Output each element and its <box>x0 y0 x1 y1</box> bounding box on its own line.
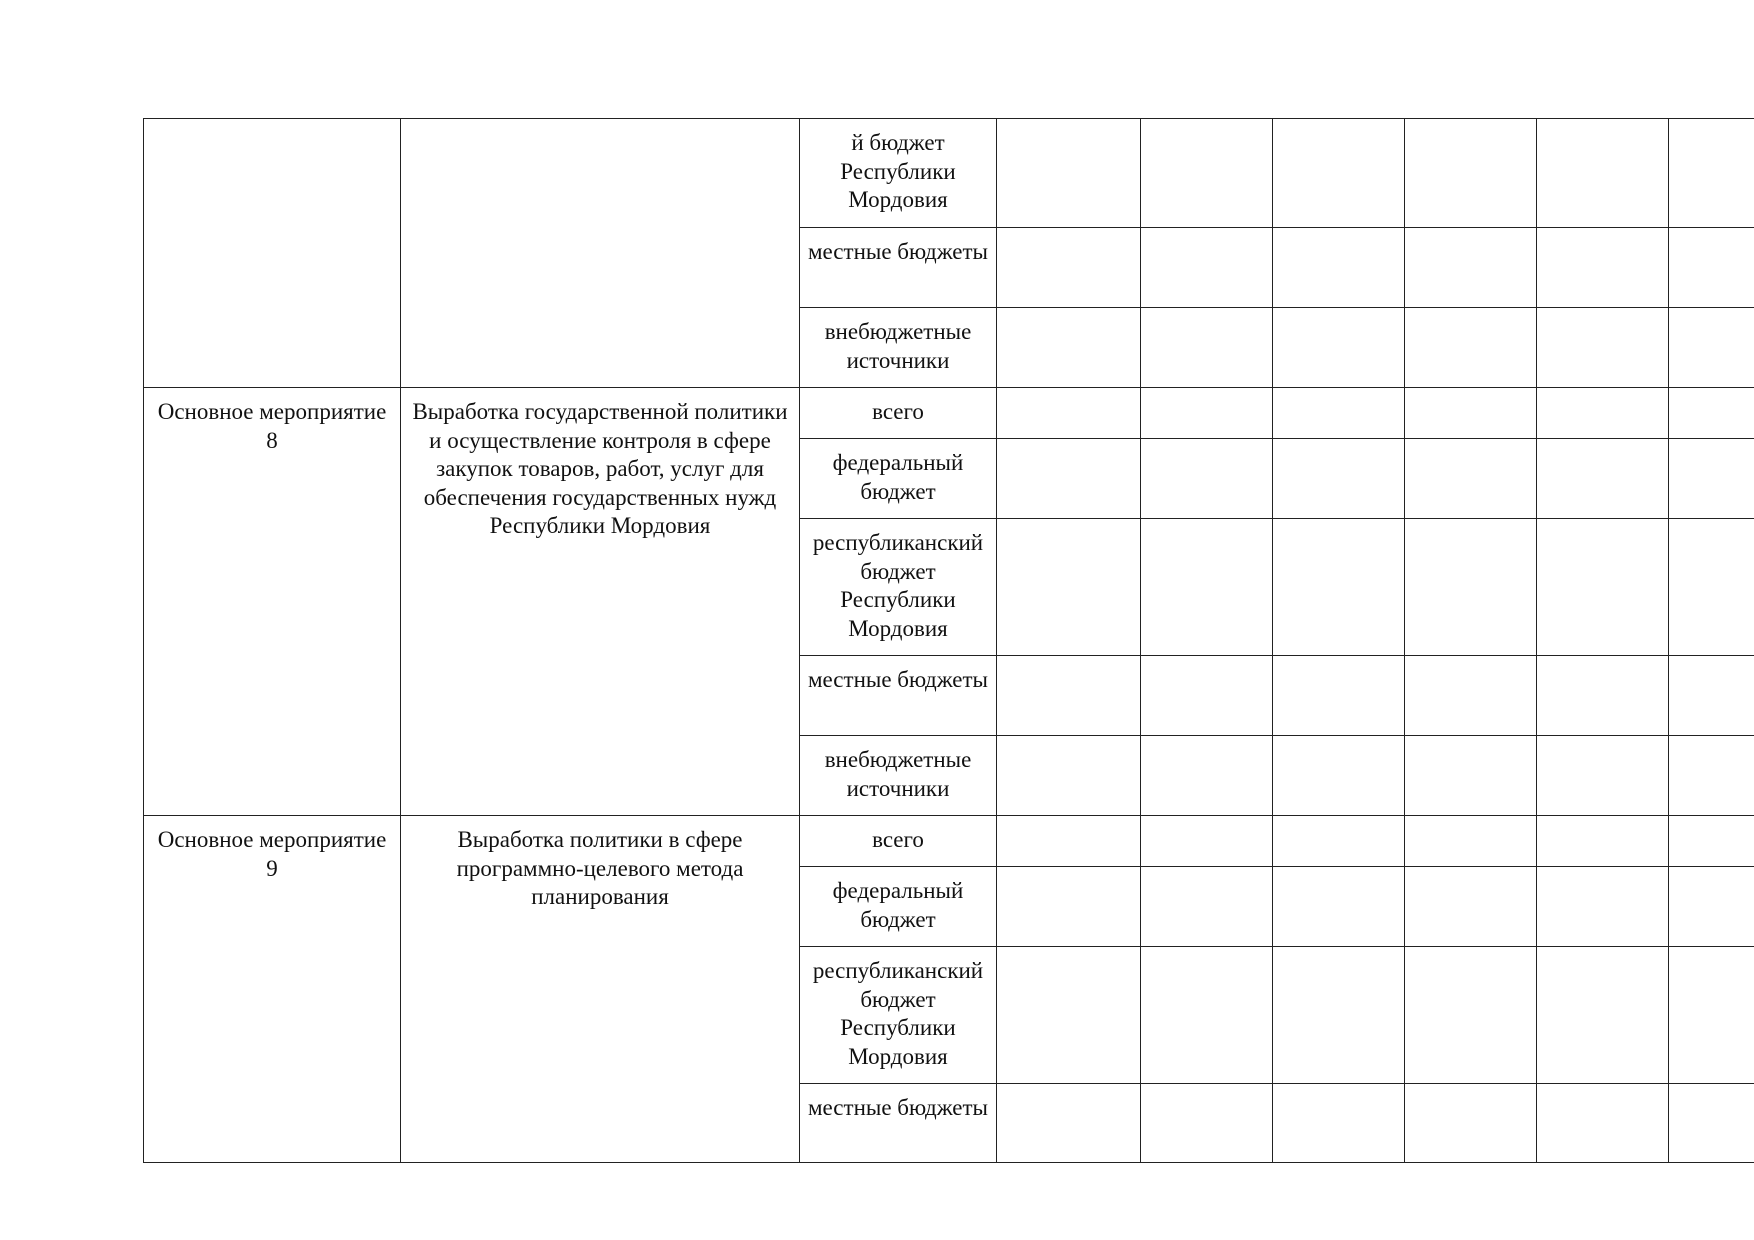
status-cell-empty <box>144 119 401 388</box>
value-cell <box>1537 656 1669 736</box>
source-label: республиканский бюджет Республики Мордовия <box>812 530 984 641</box>
value-cell <box>997 947 1141 1084</box>
value-cell <box>1669 947 1754 1084</box>
value-cell <box>1405 816 1537 867</box>
value-cell <box>1141 867 1273 947</box>
source-cell <box>800 736 997 816</box>
source-cell <box>800 388 997 439</box>
source-cell <box>800 439 997 519</box>
name-cell-empty <box>401 119 800 388</box>
source-cell <box>800 519 997 656</box>
value-cell <box>1669 816 1754 867</box>
value-cell <box>1273 228 1405 308</box>
value-cell <box>1537 736 1669 816</box>
value-cell <box>1537 867 1669 947</box>
value-cell <box>1537 947 1669 1084</box>
value-cell <box>1141 1084 1273 1163</box>
value-cell <box>1537 519 1669 656</box>
activity-name: Выработка политики в сфере программно-целевого метода планирования <box>456 827 744 909</box>
value-cell <box>1273 947 1405 1084</box>
source-cell <box>800 656 997 736</box>
value-cell <box>1669 228 1754 308</box>
value-cell <box>1669 519 1754 656</box>
value-cell <box>997 1084 1141 1163</box>
value-cell <box>1537 119 1669 228</box>
value-cell <box>997 388 1141 439</box>
value-cell <box>1537 228 1669 308</box>
source-label: местные бюджеты <box>807 1095 989 1120</box>
value-cell <box>997 736 1141 816</box>
value-cell <box>1669 308 1754 388</box>
value-cell <box>1141 388 1273 439</box>
value-cell <box>1273 388 1405 439</box>
source-cell <box>800 1084 997 1163</box>
value-cell <box>1273 519 1405 656</box>
value-cell <box>1141 816 1273 867</box>
value-cell <box>1405 119 1537 228</box>
value-cell <box>1273 656 1405 736</box>
value-cell <box>1273 439 1405 519</box>
name-cell <box>401 388 800 816</box>
source-label: всего <box>872 399 924 424</box>
source-label: республиканский бюджет Республики Мордовия <box>812 958 984 1069</box>
source-label: местные бюджеты <box>807 667 989 692</box>
value-cell <box>1669 867 1754 947</box>
value-cell <box>1669 119 1754 228</box>
value-cell <box>1273 867 1405 947</box>
source-label: федеральный бюджет <box>832 878 964 932</box>
status-cell <box>144 816 401 1163</box>
value-cell <box>1669 439 1754 519</box>
value-cell <box>1405 388 1537 439</box>
value-cell <box>997 308 1141 388</box>
value-cell <box>1405 947 1537 1084</box>
value-cell <box>1405 439 1537 519</box>
value-cell <box>1537 439 1669 519</box>
value-cell <box>1537 388 1669 439</box>
source-label: местные бюджеты <box>807 239 989 264</box>
value-cell <box>1405 1084 1537 1163</box>
source-cell <box>800 308 997 388</box>
value-cell <box>1669 1084 1754 1163</box>
value-cell <box>997 816 1141 867</box>
value-cell <box>1141 439 1273 519</box>
value-cell <box>1141 947 1273 1084</box>
source-cell <box>800 228 997 308</box>
value-cell <box>1669 388 1754 439</box>
source-cell <box>800 119 997 228</box>
source-cell <box>800 867 997 947</box>
value-cell <box>1669 736 1754 816</box>
value-cell <box>1405 656 1537 736</box>
value-cell <box>997 439 1141 519</box>
status-cell <box>144 388 401 816</box>
value-cell <box>1273 1084 1405 1163</box>
value-cell <box>1405 519 1537 656</box>
value-cell <box>997 519 1141 656</box>
activity-status: Основное мероприятие 9 <box>157 827 387 881</box>
table-row <box>144 816 1754 867</box>
value-cell <box>1273 736 1405 816</box>
value-cell <box>997 867 1141 947</box>
value-cell <box>1669 656 1754 736</box>
name-cell <box>401 816 800 1163</box>
value-cell <box>1405 867 1537 947</box>
source-label: внебюджетные источники <box>824 747 972 801</box>
value-cell <box>1405 228 1537 308</box>
value-cell <box>1141 656 1273 736</box>
source-cell <box>800 947 997 1084</box>
source-label: всего <box>872 827 924 852</box>
table-row <box>144 388 1754 439</box>
source-label: внебюджетные источники <box>824 319 972 373</box>
value-cell <box>1141 736 1273 816</box>
value-cell <box>1537 1084 1669 1163</box>
budget-table <box>143 118 1754 1163</box>
source-label: федеральный бюджет <box>832 450 964 504</box>
source-label: й бюджет Республики Мордовия <box>840 130 956 212</box>
value-cell <box>1405 736 1537 816</box>
value-cell <box>997 656 1141 736</box>
value-cell <box>1537 816 1669 867</box>
value-cell <box>997 119 1141 228</box>
value-cell <box>1141 308 1273 388</box>
value-cell <box>1273 119 1405 228</box>
activity-status: Основное мероприятие 8 <box>157 399 387 453</box>
value-cell <box>1405 308 1537 388</box>
value-cell <box>1141 228 1273 308</box>
value-cell <box>1273 816 1405 867</box>
value-cell <box>1273 308 1405 388</box>
value-cell <box>1141 519 1273 656</box>
value-cell <box>997 228 1141 308</box>
activity-name: Выработка государственной политики и осуществление контроля в сфере закупок товаров, работ, услуг для обеспечения государственных нужд Республики Мордовия <box>412 399 788 538</box>
value-cell <box>1141 119 1273 228</box>
table-row <box>144 119 1754 228</box>
source-cell <box>800 816 997 867</box>
value-cell <box>1537 308 1669 388</box>
